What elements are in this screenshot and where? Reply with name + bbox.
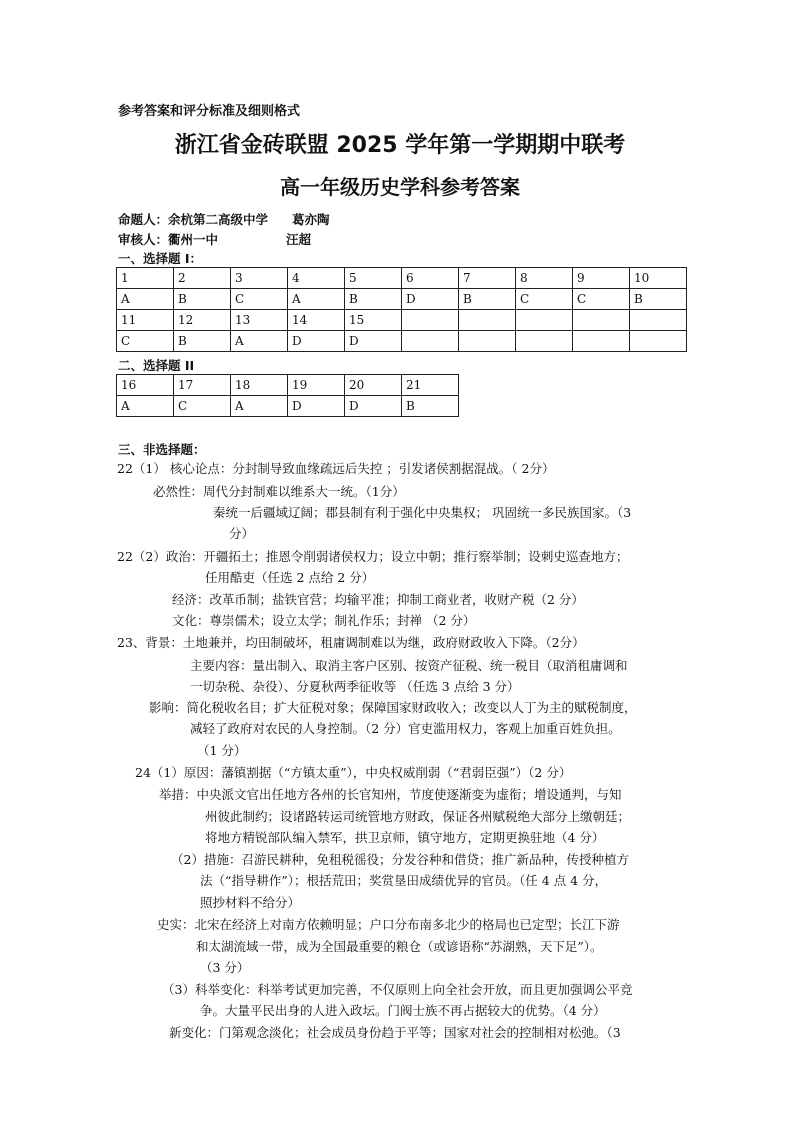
answer-cell xyxy=(459,331,516,352)
answer-line: 新变化：门第观念淡化；社会成员身份趋于平等；国家对社会的控制相对松弛。（3 xyxy=(169,1025,621,1040)
table-row xyxy=(117,375,459,396)
answer-line: 史实：北宋在经济上对南方依赖明显；户口分布南多北少的格局也已定型；长江下游 xyxy=(157,917,620,932)
answer-line: 影响：简化税收名目；扩大征税对象；保障国家财政收入；改变以人丁为主的赋税制度， xyxy=(149,700,637,715)
reviewer-line xyxy=(118,230,311,248)
answer-cell: A xyxy=(117,289,174,310)
answer-cell: B xyxy=(630,289,687,310)
reviewer-school: 衢州一中 xyxy=(168,232,219,247)
answer-line: 秦统一后疆域辽阔；郡县制有利于强化中央集权； 巩固统一多民族国家。（3 xyxy=(213,505,632,520)
answer-line: 法（“指导耕作”）；根括荒田；奖赏垦田成绩优异的官员。（任 4 点 4 分， xyxy=(200,873,608,888)
answer-table-1 xyxy=(116,267,687,352)
answer-cell: A xyxy=(231,331,288,352)
answer-line: （3）科举变化：科举考试更加完善，不仅原则上向全社会开放，而且更加强调公平竞 xyxy=(162,982,633,997)
section1-heading: 一、选择题 I： xyxy=(118,251,203,266)
answer-line: 将地方精锐部队编入禁军，拱卫京师，镇守地方，定期更换驻地（4 分） xyxy=(205,830,605,845)
answer-cell: C xyxy=(573,289,630,310)
question-number-cell: 13 xyxy=(231,310,288,331)
reviewer-label: 审核人： xyxy=(118,232,169,247)
answer-line: （1 分） xyxy=(197,743,247,758)
answer-cell: B xyxy=(345,289,402,310)
answer-line: 任用酷吏（任选 2 点给 2 分） xyxy=(205,570,375,585)
author-label: 命题人： xyxy=(118,212,169,227)
question-number-cell: 7 xyxy=(459,268,516,289)
question-number-cell: 16 xyxy=(117,375,174,396)
table-row xyxy=(117,310,687,331)
question-number-cell: 2 xyxy=(174,268,231,289)
answer-line: 一切杂税、杂役）、分夏秋两季征收等 （任选 3 点给 3 分） xyxy=(190,679,520,694)
question-number-cell: 4 xyxy=(288,268,345,289)
question-number-cell: 20 xyxy=(345,375,402,396)
reviewer-name: 汪超 xyxy=(286,232,312,247)
answer-line: （2）措施：召游民耕种，免租税徭役；分发谷种和借贷；推广新品种，传授种植方 xyxy=(171,852,629,867)
question-number-cell: 5 xyxy=(345,268,402,289)
answer-line: （3 分） xyxy=(200,960,250,975)
answer-cell xyxy=(630,331,687,352)
answer-cell xyxy=(402,331,459,352)
answer-cell: B xyxy=(174,289,231,310)
answer-cell: B xyxy=(402,396,459,417)
question-number-cell: 15 xyxy=(345,310,402,331)
table-row xyxy=(117,268,687,289)
answer-cell: D xyxy=(345,396,402,417)
author-line xyxy=(118,210,330,228)
answer-line: 22（2）政治：开疆拓土；推恩令削弱诸侯权力；设立中朝；推行察举制；设刺史巡查地方； xyxy=(117,549,629,564)
question-number-cell: 1 xyxy=(117,268,174,289)
answer-line: 主要内容：量出制入、取消主客户区别、按资产征税、统一税目（取消租庸调和 xyxy=(190,658,628,673)
author-name: 葛亦陶 xyxy=(292,212,330,227)
question-number-cell xyxy=(402,310,459,331)
answer-line: 举措：中央派文官出任地方各州的长官知州，节度使逐渐变为虚衔；增设通判，与知 xyxy=(159,787,622,802)
question-number-cell: 14 xyxy=(288,310,345,331)
question-number-cell: 18 xyxy=(231,375,288,396)
table-row xyxy=(117,289,687,310)
question-number-cell xyxy=(459,310,516,331)
answer-line: 22（1） 核心论点：分封制导致血缘疏远后失控 ；引发诸侯割据混战。（ 2分） xyxy=(117,461,555,476)
answer-line: 州彼此制约；设诸路转运司统管地方财政，保证各州赋税绝大部分上缴朝廷； xyxy=(205,809,631,824)
question-number-cell xyxy=(630,310,687,331)
answer-cell: A xyxy=(231,396,288,417)
author-school: 余杭第二高级中学 xyxy=(168,212,269,227)
question-number-cell: 11 xyxy=(117,310,174,331)
answer-line: 争。大量平民出身的人进入政坛。门阀士族不再占据较大的优势。（4 分） xyxy=(200,1003,606,1018)
answer-cell: A xyxy=(288,289,345,310)
question-number-cell: 8 xyxy=(516,268,573,289)
answer-cell: C xyxy=(231,289,288,310)
doc-title-2: 高一年级历史学科参考答案 xyxy=(280,175,520,199)
answer-line: 分） xyxy=(229,526,255,541)
answer-cell: A xyxy=(117,396,174,417)
question-number-cell: 6 xyxy=(402,268,459,289)
answer-cell xyxy=(516,331,573,352)
answer-cell: B xyxy=(174,331,231,352)
answer-cell xyxy=(573,331,630,352)
answer-line: 文化：尊崇儒术；设立太学；制礼作乐；封禅 （2 分） xyxy=(172,613,476,628)
question-number-cell: 17 xyxy=(174,375,231,396)
answer-line: 23、背景：土地兼并，均田制破坏，租庸调制难以为继，政府财政收入下降。（2分） xyxy=(117,635,585,650)
answer-line: 必然性：周代分封制难以维系大一统。（1分） xyxy=(153,484,405,499)
answer-cell: D xyxy=(345,331,402,352)
question-number-cell: 19 xyxy=(288,375,345,396)
question-number-cell xyxy=(573,310,630,331)
answer-cell: D xyxy=(288,331,345,352)
answer-line: 和太湖流域一带，成为全国最重要的粮仓（或谚语称“苏湖熟，天下足”）。 xyxy=(196,939,603,954)
doc-subtitle: 参考答案和评分标准及细则格式 xyxy=(118,104,301,119)
answer-line: 照抄材料不给分） xyxy=(200,895,301,910)
question-number-cell: 21 xyxy=(402,375,459,396)
answer-cell: B xyxy=(459,289,516,310)
section3-heading: 三、非选择题： xyxy=(118,442,206,457)
doc-title: 浙江省金砖联盟 2025 学年第一学期期中联考 xyxy=(174,133,626,158)
question-number-cell: 10 xyxy=(630,268,687,289)
table-row xyxy=(117,396,459,417)
answer-cell: D xyxy=(288,396,345,417)
answer-table-2 xyxy=(116,374,459,417)
table-row xyxy=(117,331,687,352)
answer-line: 24（1）原因：藩镇割据（“方镇太重”），中央权威削弱（“君弱臣强”）（2 分） xyxy=(135,765,572,780)
answer-cell: C xyxy=(174,396,231,417)
answer-cell: D xyxy=(402,289,459,310)
answer-cell: C xyxy=(117,331,174,352)
question-number-cell: 9 xyxy=(573,268,630,289)
question-number-cell: 12 xyxy=(174,310,231,331)
answer-line: 经济：改革币制；盐铁官营；均输平准；抑制工商业者，收财产税（2 分） xyxy=(172,592,584,607)
answer-line: 减轻了政府对农民的人身控制。（2 分）官吏滥用权力，客观上加重百姓负担。 xyxy=(190,721,621,736)
question-number-cell: 3 xyxy=(231,268,288,289)
answer-cell: C xyxy=(516,289,573,310)
section2-heading: 二、选择题 II xyxy=(118,358,195,373)
question-number-cell xyxy=(516,310,573,331)
